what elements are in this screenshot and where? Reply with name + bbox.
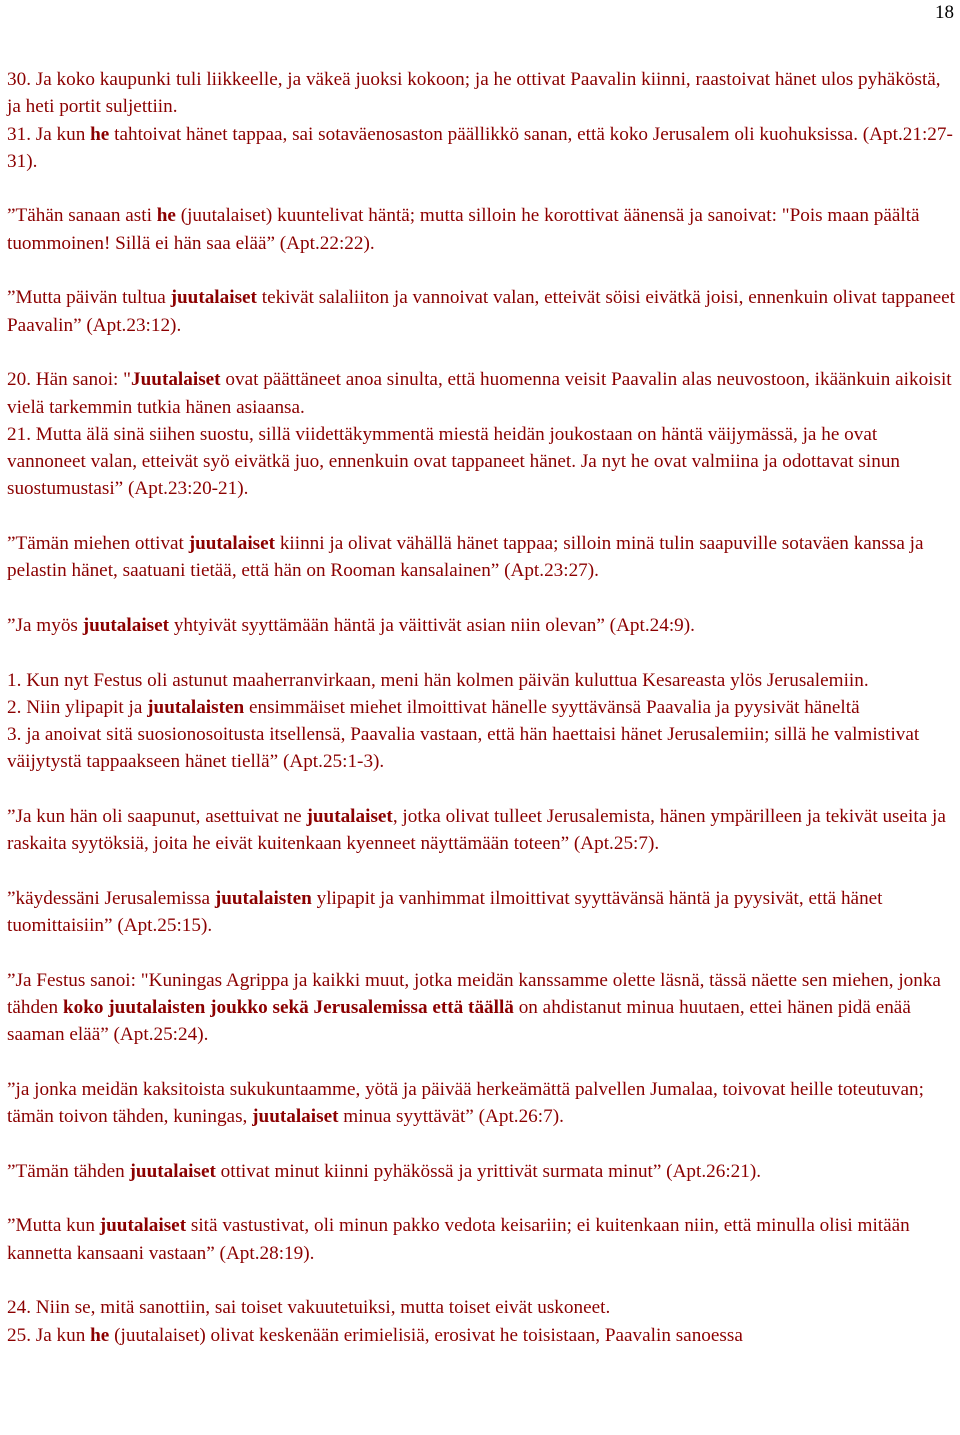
paragraph	[7, 612, 957, 639]
text-segment: 3. ja anoivat sitä suosionosoitusta itsellensä, Paavalia vastaan, että hän haettaisi hänet Jerusalemiin; sillä he valmistivat väijytystä tappaakseen hänet tiellä” (Apt.25:1-3).	[7, 724, 920, 773]
text-line	[7, 121, 957, 176]
text-line	[7, 721, 957, 776]
bold-text: juutalaisten	[214, 887, 312, 909]
text-line	[7, 885, 957, 940]
bold-text: he	[156, 205, 176, 227]
paragraph	[7, 885, 957, 940]
text-segment: ylipapit ja vanhimmat ilmoittivat syyttävänsä häntä ja pyysivät, että hänet tuomittaisiin” (Apt.25:15).	[7, 887, 883, 937]
text-segment: 20. Hän sanoi: "	[7, 369, 132, 391]
text-segment: tahtoivat hänet tappaa, sai sotaväenosaston päällikkö sanan, että koko Jerusalem oli kuohuksissa. (Apt.21:27-31).	[7, 123, 953, 172]
bold-text: juutalaiset	[170, 287, 257, 309]
text-line	[7, 66, 957, 121]
document-body	[7, 66, 957, 1376]
paragraph	[7, 667, 957, 776]
text-segment: ”Mutta kun	[7, 1215, 100, 1237]
text-line	[7, 612, 957, 639]
text-segment: sitä vastustivat, oli minun pakko vedota keisariin; ei kuitenkaan niin, että minulla olisi mitään kannetta kansaani vastaan” (Apt.28:19).	[7, 1215, 910, 1264]
text-segment: ottivat minut kiinni pyhäkössä ja yrittivät surmata minut” (Apt.26:21).	[215, 1160, 762, 1182]
bold-text: juutalaiset	[306, 806, 393, 828]
text-segment: ”Tähän sanaan asti	[7, 205, 157, 227]
text-segment: 30. Ja koko kaupunki tuli liikkeelle, ja väkeä juoksi kokoon; ja he ottivat Paavalin kiinni, raastoivat hänet ulos pyhäköstä, ja heti portit suljettiin.	[7, 69, 941, 118]
bold-text: koko juutalaisten joukko sekä Jerusalemissa että täällä	[62, 997, 514, 1019]
text-line	[7, 284, 957, 339]
paragraph	[7, 1076, 957, 1131]
paragraph	[7, 1294, 957, 1349]
bold-text: he	[90, 123, 110, 145]
text-segment: minua syyttävät” (Apt.26:7).	[338, 1106, 564, 1128]
paragraph	[7, 66, 957, 175]
bold-text: he	[90, 1324, 110, 1346]
paragraph	[7, 530, 957, 585]
text-line	[7, 1076, 957, 1131]
paragraph	[7, 202, 957, 257]
bold-text: juutalaiset	[129, 1160, 216, 1182]
text-line	[7, 1294, 957, 1321]
paragraph	[7, 967, 957, 1049]
bold-text: juutalaiset	[99, 1215, 187, 1237]
text-segment: tekivät salaliiton ja vannoivat valan, etteivät söisi eivätkä joisi, ennenkuin olivat tappaneet Paavalin” (Apt.23:12).	[7, 287, 955, 336]
text-line	[7, 202, 957, 257]
bold-text: juutalaisten	[147, 696, 245, 718]
text-line	[7, 803, 957, 858]
text-segment: ”Ja Festus sanoi: "Kuningas Agrippa ja kaikki muut, jotka meidän kanssamme olette läsnä, tässä näette sen miehen, jonka tähden	[7, 969, 941, 1019]
text-line	[7, 1158, 957, 1185]
text-line	[7, 421, 957, 503]
paragraph	[7, 803, 957, 858]
text-segment: ”Mutta päivän tultua	[7, 287, 171, 309]
page-number: 18	[935, 2, 954, 23]
text-line	[7, 530, 957, 585]
text-segment: ovat päättäneet anoa sinulta, että huomenna veisit Paavalin alas neuvostoon, ikäänkuin aikoisit vielä tarkemmin tutkia hänen asiaansa.	[7, 369, 952, 418]
text-line	[7, 967, 957, 1049]
paragraph	[7, 366, 957, 502]
text-segment: 31. Ja kun	[7, 123, 91, 145]
bold-text: Juutalaiset	[131, 369, 221, 391]
text-segment: ”Ja kun hän oli saapunut, asettuivat ne	[7, 806, 307, 828]
text-line	[7, 694, 957, 721]
text-segment: 2. Niin ylipapit ja	[7, 696, 148, 718]
text-segment: 24. Niin se, mitä sanottiin, sai toiset vakuutetuiksi, mutta toiset eivät uskoneet.	[7, 1297, 611, 1319]
text-segment: (juutalaiset) kuuntelivat häntä; mutta silloin he korottivat äänensä ja sanoivat: "Pois maan päältä tuommoinen! Sillä ei hän saa elää” (Apt.22:22).	[7, 205, 920, 254]
text-segment: ”Tämän miehen ottivat	[7, 533, 189, 555]
text-line	[7, 1212, 957, 1267]
text-line	[7, 366, 957, 421]
bold-text: juutalaiset	[252, 1106, 339, 1128]
text-segment: kiinni ja olivat vähällä hänet tappaa; silloin minä tulin saapuville sotaväen kanssa ja pelastin hänet, saatuani tietää, että hän on Rooman kansalainen” (Apt.23:27).	[7, 533, 924, 582]
text-segment: ensimmäiset miehet ilmoittivat hänelle syyttävänsä Paavalia ja pyysivät häneltä	[244, 696, 860, 718]
paragraph	[7, 1212, 957, 1267]
text-segment: ”Ja myös	[7, 614, 83, 636]
bold-text: juutalaiset	[82, 614, 170, 636]
paragraph	[7, 284, 957, 339]
text-segment: ”ja jonka meidän kaksitoista sukukuntaamme, yötä ja päivää herkeämättä palvellen Jumalaa, toivovat heille toteutuvan; tämän toivon tähden, kuningas,	[7, 1078, 924, 1128]
text-line	[7, 667, 957, 694]
text-line	[7, 1322, 957, 1349]
text-segment: (juutalaiset) olivat keskenään erimielisiä, erosivat he toisistaan, Paavalin sanoessa	[109, 1324, 743, 1346]
paragraph	[7, 1158, 957, 1185]
text-segment: on ahdistanut minua huutaen, ettei hänen pidä enää saaman elää” (Apt.25:24).	[7, 997, 911, 1046]
text-segment: , jotka olivat tulleet Jerusalemista, hänen ympärilleen ja tekivät useita ja raskaita syytöksiä, joita he eivät kuitenkaan kyenneet näyttämään toteen” (Apt.25:7).	[7, 806, 946, 855]
text-segment: 25. Ja kun	[7, 1324, 91, 1346]
text-segment: yhtyivät syyttämään häntä ja väittivät asian niin olevan” (Apt.24:9).	[169, 614, 695, 636]
text-segment: ”Tämän tähden	[7, 1160, 130, 1182]
bold-text: juutalaiset	[188, 533, 276, 555]
text-segment: ”käydessäni Jerusalemissa	[7, 887, 215, 909]
text-segment: 1. Kun nyt Festus oli astunut maaherranvirkaan, meni hän kolmen päivän kuluttua Kesareasta ylös Jerusalemiin.	[7, 669, 869, 691]
text-segment: 21. Mutta älä sinä siihen suostu, sillä viidettäkymmentä miestä heidän joukostaan on häntä väijymässä, ja he ovat vannoneet valan, etteivät syö eivätkä juo, ennenkuin ovat tappaneet hänet. Ja nyt he ovat valmiina ja odottavat sinun suostumustasi” (Apt.23:20-21).	[7, 423, 901, 500]
